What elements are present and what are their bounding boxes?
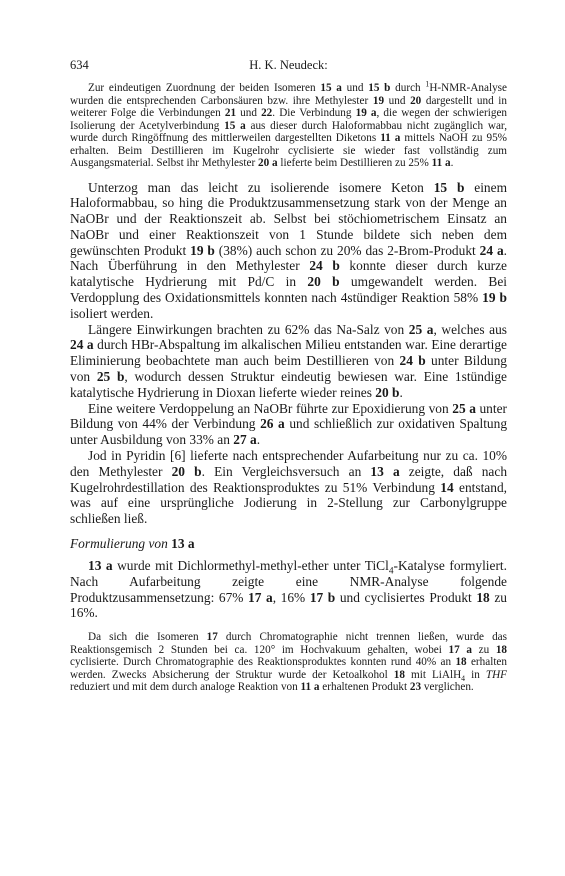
paragraph-haloform-degradation: Unterzog man das leicht zu isolierende isomere Keton 15 b einem Haloformabbau, so hing die Produktzusammensetzung stark von der Menge an NaOBr und der Reaktionszeit ab. Selbst bei stöchiometrischem Einsatz an NaOBr und einer Reaktionszeit von 1 Stunde bildete sich neben dem gewünschten Produkt 19 b (38%) auch schon zu 20% das 2-Brom-Produkt 24 a. Nach Überführung in den Methylester 24 b konnte dieser durch kurze katalytische Hydrierung mit Pd/C in 20 b umgewandelt werden. Bei Verdopplung des Oxidationsmittels konnten nach 4stündiger Reaktion 58% 19 b isoliert werden. xyxy=(70,179,508,321)
paragraph-chromatography: Da sich die Isomeren 17 durch Chromatographie nicht trennen ließen, wurde das Reaktionsgemisch 2 Stunden bei ca. 120° im Hochvakuum gehalten, wobei 17 a zu 18 cyclisierte. Durch Chromatographie des Reaktionsproduktes konnten rund 40% an 18 erhalten werden. Zwecks Absicherung der Struktur wurde der Ketoalkohol 18 mit LiAlH$_4$ in THF reduziert und mit dem durch analoge Reaktion von 11 a erhaltenen Produkt 23 verglichen. xyxy=(70,631,508,694)
paragraph-formylation: 13 a wurde mit Dichlormethyl-methyl-ether unter TiCl$_4$-Katalyse formyliert. Nach Aufarbeitung zeigte eine NMR-Analyse folgende Produktzusammensetzung: 67% 17 a, 16% 17 b und cyclisiertes Produkt 18 zu 16%. xyxy=(70,558,507,621)
paragraph-iodine-pyridine: Jod in Pyridin [6] lieferte nach entsprechender Aufarbeitung nur zu ca. 10% den Methylester 20 b. Ein Vergleichsversuch an 13 a zeigte, daß nach Kugelrohrdestillation des Reaktionsproduktes zu 51% Verbindung 14 entstand, was auf eine ursprüngliche Jodierung in 2-Stellung zur Carbonylgruppe schließen ließ. xyxy=(70,448,508,527)
header-author: H. K. Neudeck: xyxy=(249,58,328,72)
paragraph-longer-reaction: Längere Einwirkungen brachten zu 62% das Na-Salz von 25 a, welches aus 24 a durch HBr-Abspaltung im alkalischen Milieu entstanden war. Eine derartige Eliminierung beobachtete man auch beim Destillieren von 24 b unter Bildung von 25 b, wodurch dessen Struktur eindeutig bewiesen war. Eine 1stündige katalytische Hydrierung in Dioxan lieferte wieder reines 20 b. xyxy=(70,321,508,400)
running-head xyxy=(70,58,507,82)
paragraph-isomer-assignment: Zur eindeutigen Zuordnung der beiden Isomeren 15 a und 15 b durch $^1$H-NMR-Analyse wurden die entsprechenden Carbonsäuren bzw. ihre Methylester 19 und 20 dargestellt und in weiterer Folge die Verbindungen 21 und 22. Die Verbindung 19 a, die wegen der schwierigen Isolierung der Acetylverbindung 15 a aus dieser durch Haloformabbau nicht zugänglich war, wurde durch Ringöffnung des mittlerweilen dargestellten Diketons 11 a mittels NaOH zu 95% erhalten. Beim Destillieren im Kugelrohr cyclisierte sie wieder fast vollständig zum Ausgangsmaterial. Selbst ihr Methylester 20 a lieferte beim Destillieren zu 25% 11 a. xyxy=(70,79,508,169)
paragraph-epoxidation: Eine weitere Verdoppelung an NaOBr führte zur Epoxidierung von 25 a unter Bildung von 44% der Verbindung 26 a und schließlich zur oxidativen Spaltung unter Ausbildung von 33% an 27 a. xyxy=(70,400,508,448)
page-number: 634 xyxy=(70,58,89,72)
section-heading: Formulierung von 13 a xyxy=(70,536,195,552)
journal-page xyxy=(70,58,507,694)
